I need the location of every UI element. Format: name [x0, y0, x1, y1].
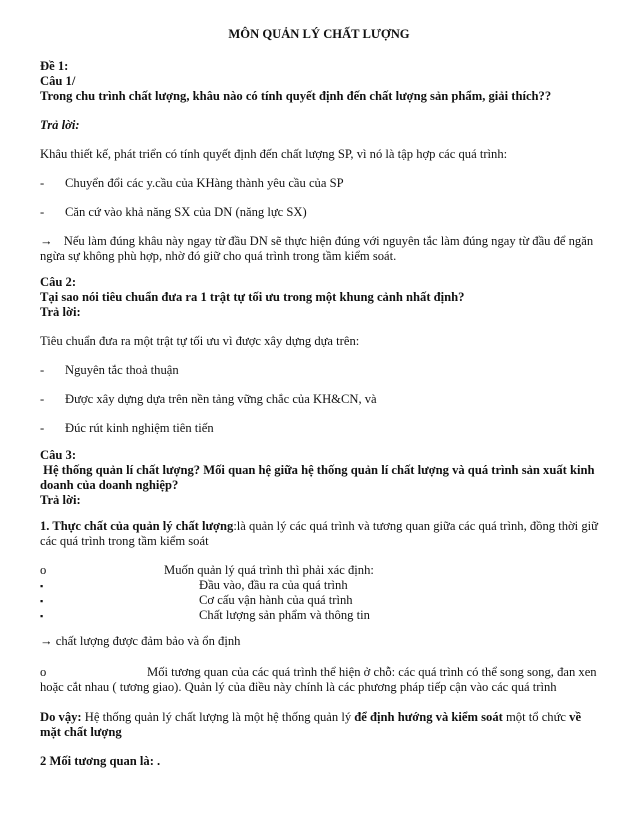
q3-square-item-2: Cơ cấu vận hành của quá trình — [199, 593, 353, 607]
q3-square-item-3: Chất lượng sản phẩm và thông tin — [199, 608, 370, 622]
q2-answer-intro: Tiêu chuẩn đưa ra một trật tự tối ưu vì được xây dựng dựa trên: — [40, 334, 360, 348]
square-bullet: ▪ — [40, 581, 44, 591]
q1-bullet-2: Căn cứ vào khả năng SX của DN (năng lực SX) — [65, 205, 307, 219]
bullet-dash: - — [40, 392, 45, 406]
q3-circle2-text: Mối tương quan của các quá trình thể hiện ở chỗ: các quá trình có thể song song, đan xen — [147, 665, 597, 679]
square-bullet: ▪ — [40, 596, 44, 606]
bullet-dash: - — [40, 363, 45, 377]
q3-section-1-heading: 1. Thực chất của quản lý chất lượng — [40, 519, 234, 533]
q3-conclusion-text: Hệ thống quản lý chất lượng là một hệ thống quản lý — [81, 710, 355, 724]
q3-answer-label: Trả lời: — [40, 493, 81, 507]
q3-arrow-line — [40, 634, 608, 649]
circle-bullet: o — [40, 563, 47, 577]
q3-question-line2: doanh của doanh nghiệp? — [40, 478, 179, 492]
q3-section-1-text: :là quản lý các quá trình và tương quan giữa các quá trình, đồng thời giữ — [233, 519, 598, 533]
q3-conclusion-text2: một tổ chức — [502, 710, 570, 724]
q2-bullet-3: Đúc rút kinh nghiệm tiên tiến — [65, 421, 214, 435]
q3-conclusion-line2: mặt chất lượng — [40, 725, 122, 739]
q3-section-2: 2 Mối tương quan là: . — [40, 754, 161, 768]
page-title: MÔN QUẢN LÝ CHẤT LƯỢNG — [228, 27, 410, 41]
q3-section-1-line2: các quá trình trong tầm kiểm soát — [40, 534, 209, 548]
q2-bullet-2: Được xây dựng dựa trên nền tảng vững chắc của KH&CN, và — [65, 392, 377, 406]
q3-arrow-text: chất lượng được đảm bảo và ổn định — [52, 634, 241, 648]
q1-answer-label: Trả lời: — [40, 118, 80, 132]
exam-heading: Đề 1: — [40, 59, 69, 73]
bullet-dash: - — [40, 421, 45, 435]
q1-conclusion — [40, 234, 608, 249]
q3-conclusion — [40, 710, 620, 725]
q2-answer-label: Trả lời: — [40, 305, 81, 319]
bullet-dash: - — [40, 205, 45, 219]
q3-circle2-line2: hoặc cắt nhau ( tương giao). Quản lý của điều này chính là các phương pháp tiếp cận vào các quá trình — [40, 680, 557, 694]
q2-label: Câu 2: — [40, 275, 77, 289]
arrow-right-icon: → — [40, 634, 53, 648]
q2-bullet-1: Nguyên tắc thoả thuận — [65, 363, 179, 377]
circle-bullet: o — [40, 665, 47, 679]
q3-circle-item: Muốn quản lý quá trình thì phải xác định: — [164, 563, 374, 577]
q3-label: Câu 3: — [40, 448, 77, 462]
q1-answer-intro: Khâu thiết kế, phát triển có tính quyết định đến chất lượng SP, vì nó là tập hợp các quá trình: — [40, 147, 508, 161]
arrow-right-icon: → — [40, 234, 53, 248]
q1-question: Trong chu trình chất lượng, khâu nào có tính quyết định đến chất lượng sản phẩm, giải thích?? — [40, 89, 552, 103]
q3-conclusion-emphasis2: về — [569, 710, 582, 724]
q3-conclusion-emphasis: để định hướng và kiểm soát — [354, 710, 503, 724]
q3-section-1 — [40, 519, 620, 534]
q2-question: Tại sao nói tiêu chuẩn đưa ra 1 trật tự tối ưu trong một khung cảnh nhất định? — [40, 290, 465, 304]
square-bullet: ▪ — [40, 611, 44, 621]
q1-bullet-1: Chuyển đổi các y.cầu của KHàng thành yêu cầu của SP — [65, 176, 344, 190]
bullet-dash: - — [40, 176, 45, 190]
q3-square-item-1: Đầu vào, đầu ra của quá trình — [199, 578, 348, 592]
q3-question-line1: Hệ thống quản lí chất lượng? Mối quan hệ giữa hệ thống quản lí chất lượng và quá trình sản xuất kinh — [40, 463, 595, 477]
q1-conclusion-line2: ngừa sự không phù hợp, nhờ đó giữ cho quá trình trong tầm kiểm soát. — [40, 249, 397, 263]
q3-conclusion-lead: Do vậy: — [40, 710, 82, 724]
q1-conclusion-text: Nếu làm đúng khâu này ngay từ đầu DN sẽ thực hiện đúng với nguyên tắc làm đúng ngay từ đầu để ngăn — [63, 234, 594, 248]
q1-label: Câu 1/ — [40, 74, 76, 88]
